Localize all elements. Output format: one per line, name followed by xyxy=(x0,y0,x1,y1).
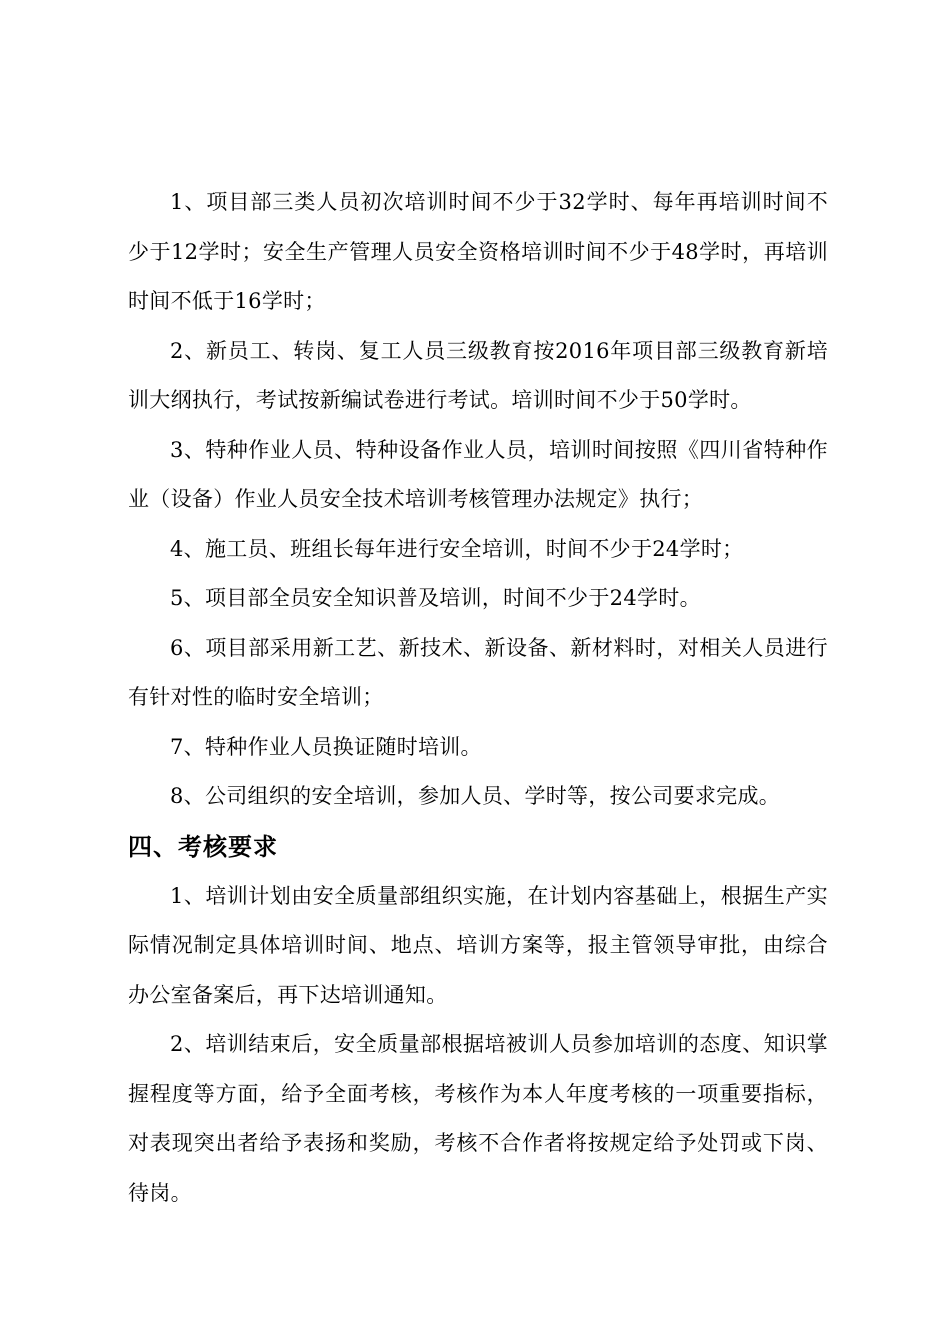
training-item-6: 6、项目部采用新工艺、新技术、新设备、新材料时，对相关人员进行有针对性的临时安全培训； xyxy=(128,635,828,709)
training-item-4: 4、施工员、班组长每年进行安全培训，时间不少于24学时； xyxy=(170,536,744,561)
section-heading-assessment: 四、考核要求 xyxy=(128,832,278,861)
training-item-3: 3、特种作业人员、特种设备作业人员，培训时间按照《四川省特种作业（设备）作业人员安全技术培训考核管理办法规定》执行； xyxy=(128,437,828,511)
training-item-8: 8、公司组织的安全培训，参加人员、学时等，按公司要求完成。 xyxy=(170,784,781,808)
training-item-1: 1、项目部三类人员初次培训时间不少于32学时、每年再培训时间不少于12学时；安全生产管理人员安全资格培训时间不少于48学时，再培训时间不低于16学时； xyxy=(128,190,828,313)
training-item-5: 5、项目部全员安全知识普及培训，时间不少于24学时。 xyxy=(170,586,701,610)
training-item-2: 2、新员工、转岗、复工人员三级教育按2016年项目部三级教育新培训大纲执行，考试按新编试卷进行考试。培训时间不少于50学时。 xyxy=(128,338,828,412)
assessment-item-2: 2、培训结束后，安全质量部根据培被训人员参加培训的态度、知识掌握程度等方面，给予全面考核，考核作为本人年度考核的一项重要指标，对表现突出者给予表扬和奖励，考核不合作者将按规定给予处罚或下岗、待岗。 xyxy=(128,1032,828,1205)
assessment-item-1: 1、培训计划由安全质量部组织实施，在计划内容基础上，根据生产实际情况制定具体培训时间、地点、培训方案等，报主管领导审批，由综合办公室备案后，再下达培训通知。 xyxy=(128,883,828,1007)
training-item-7: 7、特种作业人员换证随时培训。 xyxy=(170,734,482,759)
document-body xyxy=(128,178,828,1218)
